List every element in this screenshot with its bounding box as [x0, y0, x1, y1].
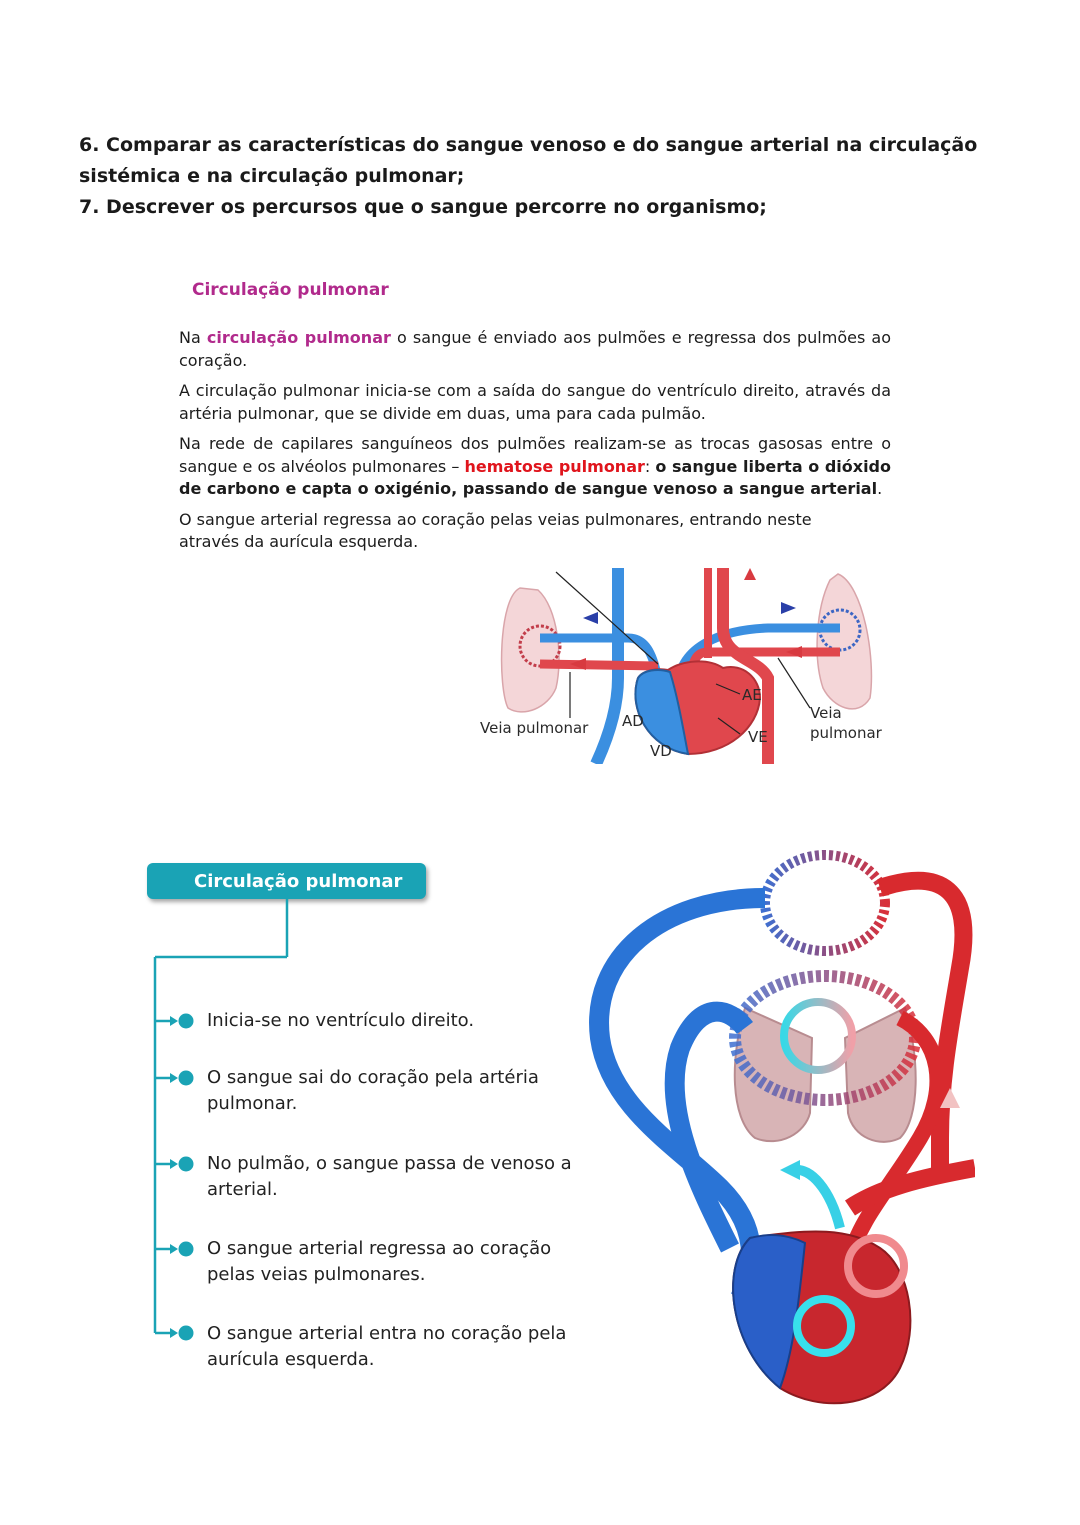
- section1-paragraph-3: Na rede de capilares sanguíneos dos pulmões realizam-se as trocas gasosas entre o sangue e os alvéolos pulmonares – hematose pulmonar: o sangue liberta o dióxido de carbono e capta o oxigénio, passando de sangue venoso a sangue arterial.: [179, 434, 891, 498]
- section2-header: Circulação pulmonar: [147, 863, 426, 899]
- section2-item-5: O sangue arterial entra no coração pela aurícula esquerda.: [207, 1323, 567, 1370]
- flow-arrowhead: [780, 1160, 800, 1180]
- section2-item-4: O sangue arterial regressa ao coração pelas veias pulmonares.: [207, 1238, 552, 1285]
- arrow-blue-1: [583, 612, 598, 624]
- bullet-3: [179, 1157, 194, 1172]
- label-ad: AD: [622, 712, 644, 730]
- pointer-line-1: [556, 572, 658, 664]
- bullet-1: [179, 1014, 194, 1029]
- top-capillary-net: [765, 855, 885, 951]
- objective-7: 7. Descrever os percursos que o sangue percorre no organismo;: [79, 196, 767, 218]
- bullet-4: [179, 1242, 194, 1257]
- section1-paragraph-4: O sangue arterial regressa ao coração pelas veias pulmonares, entrando neste através da aurícula esquerda.: [179, 509, 812, 551]
- objective-6: 6. Comparar as características do sangue venoso e do sangue arterial na circulação sistémica e na circulação pulmonar;: [79, 134, 978, 187]
- section1-title: Circulação pulmonar: [192, 280, 389, 300]
- left-pulmonary-vein: [540, 664, 658, 666]
- section1-body: [179, 327, 891, 554]
- label-veia-right-2: pulmonar: [810, 724, 882, 742]
- right-lung: [817, 574, 871, 709]
- label-vd: VD: [650, 742, 672, 760]
- pointer-line-veia-right: [778, 658, 810, 708]
- label-veia-right-1: Veia: [810, 704, 842, 722]
- section2-item-1: Inicia-se no ventrículo direito.: [207, 1010, 475, 1031]
- section1-paragraph-2: A circulação pulmonar inicia-se com a saída do sangue do ventrículo direito, através da artéria pulmonar, que se divide em duas, uma para cada pulmão.: [179, 381, 891, 423]
- bullet-5: [179, 1326, 194, 1341]
- bullet-2: [179, 1071, 194, 1086]
- section2-item-2: O sangue sai do coração pela artéria pulmonar.: [207, 1067, 539, 1114]
- pulmonary-circulation-diagram: [478, 568, 888, 764]
- left-lung: [502, 588, 559, 712]
- objectives: [79, 130, 1039, 223]
- section1-paragraph-1: Na circulação pulmonar o sangue é enviado aos pulmões e regressa dos pulmões ao coração.: [179, 328, 892, 370]
- arrow-red-up: [744, 568, 756, 580]
- label-ae: AE: [742, 686, 762, 704]
- arrow-blue-2: [781, 602, 796, 614]
- heart-lungs-illustration: [580, 848, 975, 1408]
- section2-item-3: No pulmão, o sangue passa de venoso a arterial.: [207, 1153, 572, 1200]
- label-ve: VE: [748, 728, 768, 746]
- label-veia-pulmonar-left: Veia pulmonar: [480, 719, 589, 737]
- aortic-arch: [850, 1168, 975, 1208]
- flow-arrow: [795, 1170, 840, 1228]
